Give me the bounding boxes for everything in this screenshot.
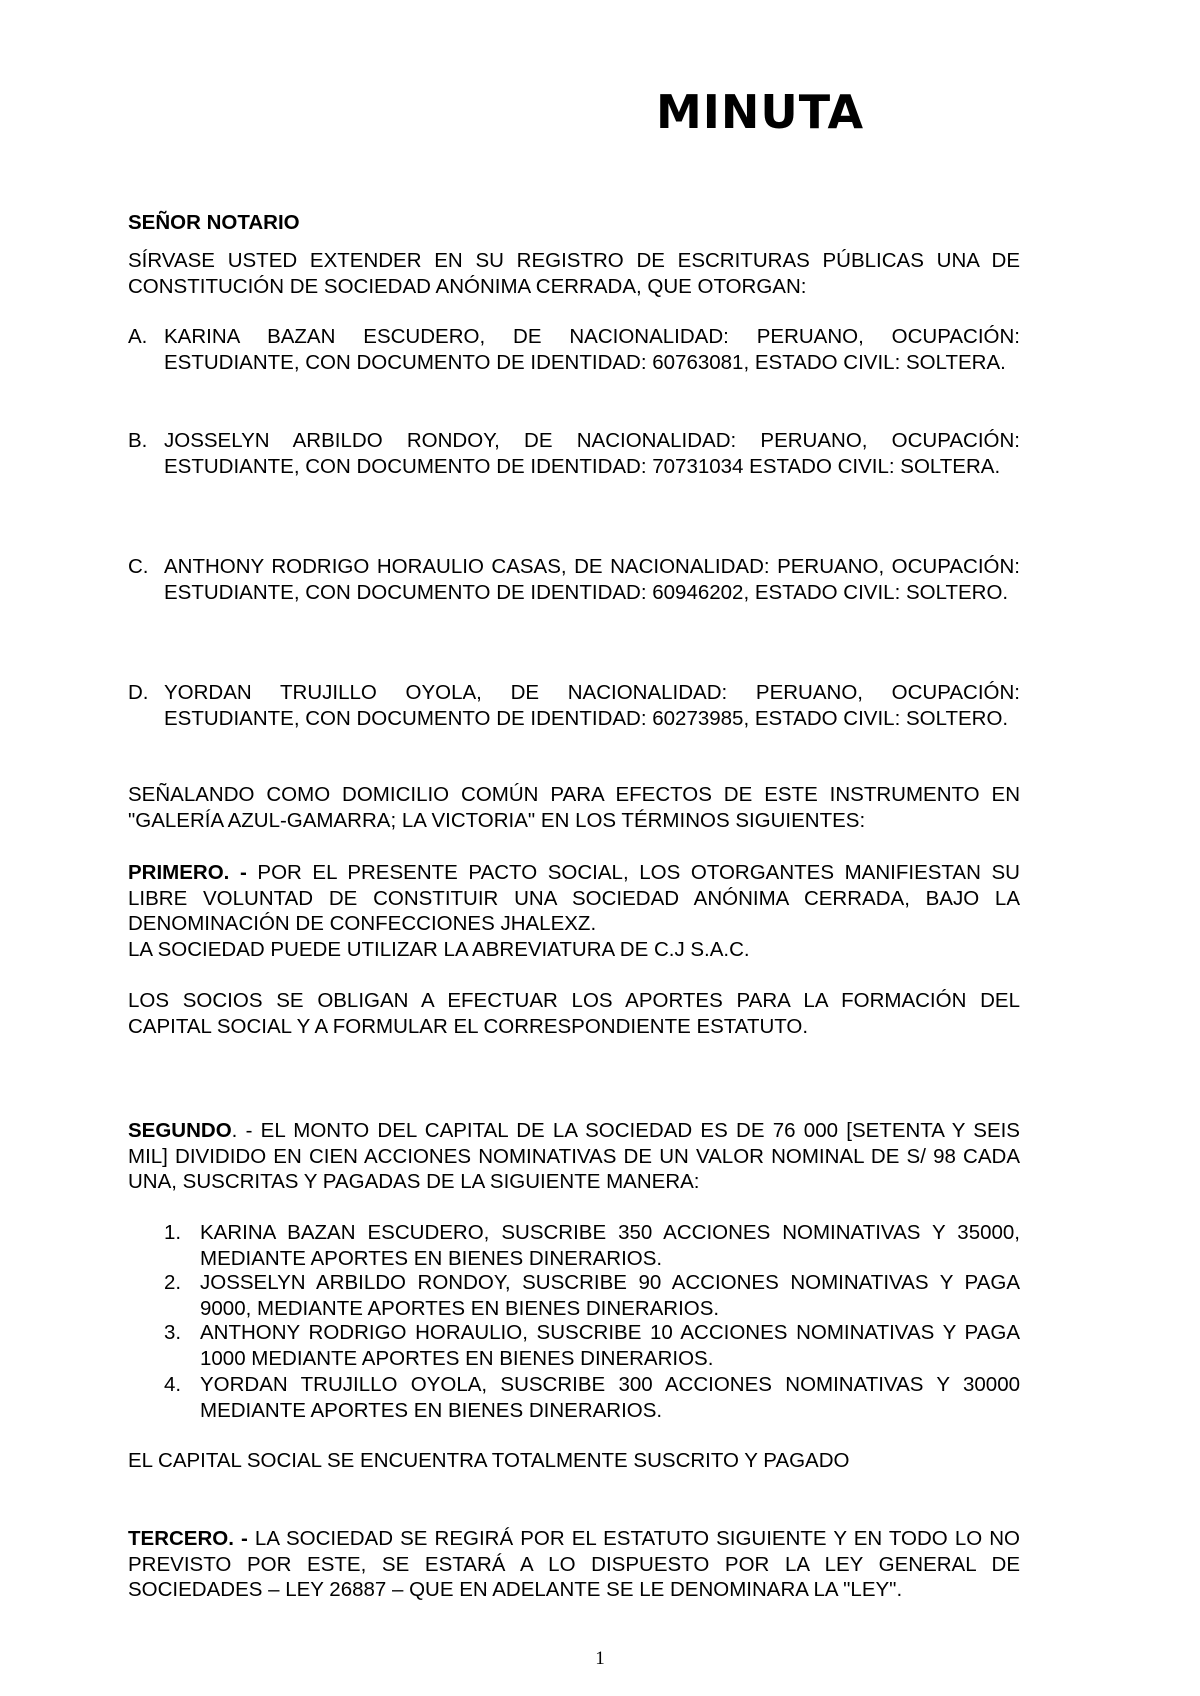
subscription-item: [164, 1220, 1020, 1271]
clause-label: PRIMERO. -: [128, 861, 247, 884]
subscription-text: KARINA BAZAN ESCUDERO, SUSCRIBE 350 ACCIONES NOMINATIVAS Y 35000, MEDIANTE APORTES EN BIENES DINERARIOS.: [200, 1221, 1020, 1270]
clause-segundo: [128, 1118, 1020, 1195]
subscription-marker: 2.: [164, 1271, 182, 1294]
party-item: [128, 680, 1020, 731]
subscription-marker: 3.: [164, 1321, 182, 1344]
subscription-text: ANTHONY RODRIGO HORAULIO, SUSCRIBE 10 ACCIONES NOMINATIVAS Y PAGA 1000 MEDIANTE APORTES EN BIENES DINERARIOS.: [200, 1321, 1020, 1370]
subscription-text: YORDAN TRUJILLO OYOLA, SUSCRIBE 300 ACCIONES NOMINATIVAS Y 30000 MEDIANTE APORTES EN BIENES DINERARIOS.: [200, 1373, 1020, 1422]
subscription-marker: 1.: [164, 1221, 182, 1244]
party-item: [128, 554, 1020, 605]
party-text: YORDAN TRUJILLO OYOLA, DE NACIONALIDAD: PERUANO, OCUPACIÓN: ESTUDIANTE, CON DOCUMENTO DE IDENTIDAD: 60273985, ESTADO CIVIL: SOLTERO.: [164, 681, 1020, 730]
intro-paragraph: SÍRVASE USTED EXTENDER EN SU REGISTRO DE ESCRITURAS PÚBLICAS UNA DE CONSTITUCIÓN DE SOCIEDAD ANÓNIMA CERRADA, QUE OTORGAN:: [128, 249, 1020, 298]
party-marker: A.: [128, 325, 148, 348]
party-marker: C.: [128, 555, 149, 578]
party-text: KARINA BAZAN ESCUDERO, DE NACIONALIDAD: PERUANO, OCUPACIÓN: ESTUDIANTE, CON DOCUMENTO DE IDENTIDAD: 60763081, ESTADO CIVIL: SOLTERA.: [164, 325, 1020, 374]
clause-text: . - EL MONTO DEL CAPITAL DE LA SOCIEDAD ES DE 76 000 [SETENTA Y SEIS MIL] DIVIDIDO EN CIEN ACCIONES NOMINATIVAS DE UN VALOR NOMINAL DE S/ 98 CADA UNA, SUSCRITAS Y PAGADAS DE LA SIGUIENTE MANERA:: [128, 1119, 1020, 1193]
subscription-item: [164, 1320, 1020, 1371]
party-item: [128, 428, 1020, 479]
clause-text: POR EL PRESENTE PACTO SOCIAL, LOS OTORGANTES MANIFIESTAN SU LIBRE VOLUNTAD DE CONSTITUIR UNA SOCIEDAD ANÓNIMA CERRADA, BAJO LA DENOMINACIÓN DE CONFECCIONES JHALEXZ.: [128, 861, 1020, 935]
primero-second-paragraph: LOS SOCIOS SE OBLIGAN A EFECTUAR LOS APORTES PARA LA FORMACIÓN DEL CAPITAL SOCIAL Y A FORMULAR EL CORRESPONDIENTE ESTATUTO.: [128, 989, 1020, 1038]
page-number: 1: [595, 1648, 605, 1669]
domicile-paragraph: SEÑALANDO COMO DOMICILIO COMÚN PARA EFECTOS DE ESTE INSTRUMENTO EN "GALERÍA AZUL-GAMARRA; LA VICTORIA" EN LOS TÉRMINOS SIGUIENTES:: [128, 783, 1020, 832]
party-text: ANTHONY RODRIGO HORAULIO CASAS, DE NACIONALIDAD: PERUANO, OCUPACIÓN: ESTUDIANTE, CON DOCUMENTO DE IDENTIDAD: 60946202, ESTADO CIVIL: SOLTERO.: [164, 555, 1020, 604]
subscription-text: JOSSELYN ARBILDO RONDOY, SUSCRIBE 90 ACCIONES NOMINATIVAS Y PAGA 9000, MEDIANTE APORTES EN BIENES DINERARIOS.: [200, 1271, 1020, 1320]
subscription-marker: 4.: [164, 1373, 182, 1396]
salutation: SEÑOR NOTARIO: [128, 211, 300, 234]
clause-abbreviation-line: LA SOCIEDAD PUEDE UTILIZAR LA ABREVIATURA DE C.J S.A.C.: [128, 937, 750, 961]
subscription-item: [164, 1270, 1020, 1321]
document-title: MINUTA: [656, 85, 865, 139]
party-text: JOSSELYN ARBILDO RONDOY, DE NACIONALIDAD: PERUANO, OCUPACIÓN: ESTUDIANTE, CON DOCUMENTO DE IDENTIDAD: 70731034 ESTADO CIVIL: SOLTERA.: [164, 429, 1020, 478]
party-marker: B.: [128, 429, 148, 452]
party-item: [128, 324, 1020, 375]
subscription-item: [164, 1372, 1020, 1423]
clause-label: TERCERO. -: [128, 1527, 248, 1550]
clause-tercero: [128, 1526, 1020, 1603]
capital-closing: EL CAPITAL SOCIAL SE ENCUENTRA TOTALMENTE SUSCRITO Y PAGADO: [128, 1449, 850, 1472]
clause-text: LA SOCIEDAD SE REGIRÁ POR EL ESTATUTO SIGUIENTE Y EN TODO LO NO PREVISTO POR ESTE, SE ESTARÁ A LO DISPUESTO POR LA LEY GENERAL DE SOCIEDADES – LEY 26887 – QUE EN ADELANTE SE LE DENOMINARA LA "LEY".: [128, 1527, 1020, 1601]
party-marker: D.: [128, 681, 149, 704]
clause-primero: [128, 860, 1020, 962]
clause-label: SEGUNDO: [128, 1119, 232, 1142]
